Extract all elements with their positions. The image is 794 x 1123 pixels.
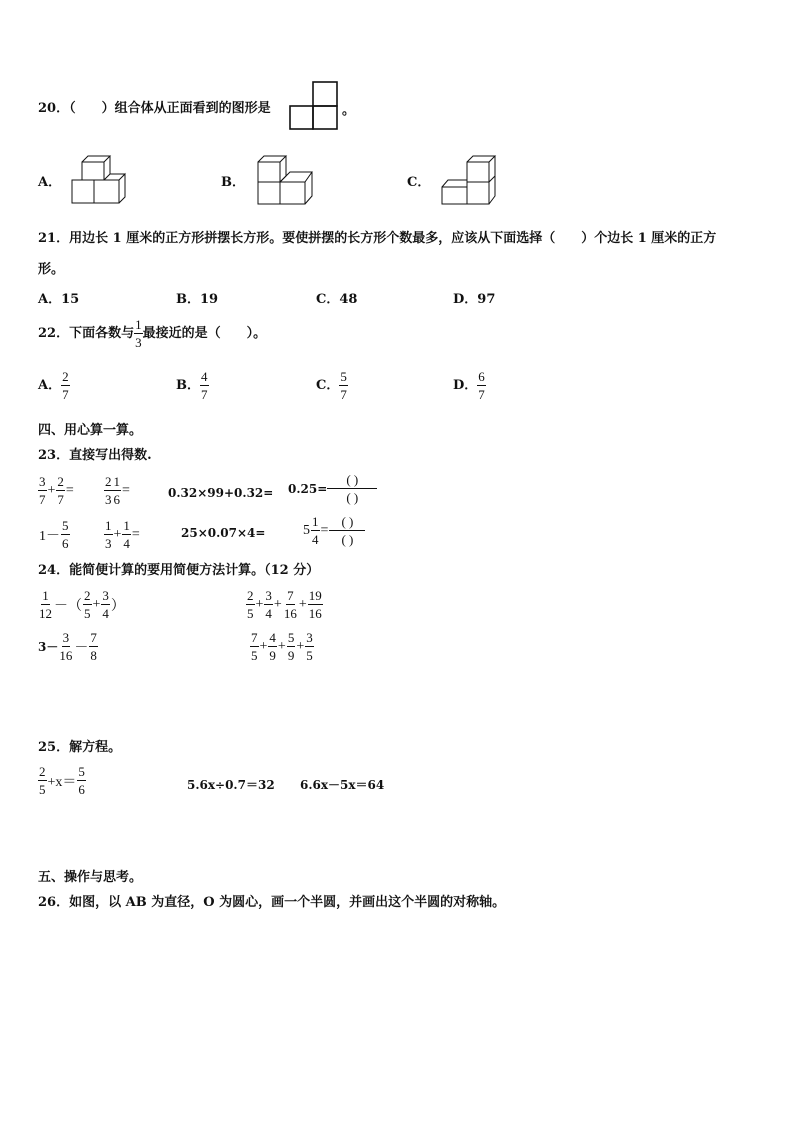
q21-option-b: B．19 [176,292,219,307]
q22-option-c: C． $\frac{5}{7}$ [316,369,347,402]
q22-suffix: 最接近的是（ ）。 [142,325,267,341]
q26-text: 26．如图，以 AB 为直径，O 为圆心，画一个半圆，并画出这个半圆的对称轴。 [38,895,506,910]
q25-equation-1: $\frac{2}{5}$ +x＝ $\frac{5}{6}$ [39,764,85,797]
q20-end: 。 [342,103,356,118]
cube-figure-a [71,152,131,210]
q21-option-d: D．97 [453,292,496,307]
q23-expr-4: 0.25= $\frac{( )}{( )}$ [288,472,377,505]
q21-line2: 形。 [38,262,65,277]
q22-prefix: 22．下面各数与 [38,325,135,341]
q21-option-c: C．48 [316,292,358,307]
q20-option-b-label: B． [221,175,245,190]
q21-option-a: A．15 [38,292,80,307]
front-view-figure [289,81,339,131]
q23-title: 23．直接写出得数. [38,448,152,463]
q23-expr-6: $\frac{1}{3}$ + $\frac{1}{4}$ = [105,518,140,551]
q24-problem-4: $\frac{7}{5}$ + $\frac{4}{9}$ + $\frac{5}{9}$ + $\frac{3}{5}$ [251,630,313,663]
q23-expr-5: 1－ $\frac{5}{6}$ [39,518,69,551]
q24-problem-3: 3－ $\frac{3}{16}$ － $\frac{7}{8}$ [38,630,97,663]
q21-line1: 21．用边长 1 厘米的正方形拼摆长方形。要使拼摆的长方形个数最多，应该从下面选择（ ）个边长 1 厘米的正方 [38,231,717,246]
q23-expr-2: $\frac{2}{3}$ $\frac{1}{6}$ = [105,474,130,507]
q24-title: 24．能简便计算的要用简便方法计算。（12 分） [38,563,320,578]
q23-expr-7: 25×0.07×4= [181,526,266,540]
q25-equation-2: 5.6x÷0.7＝32 [187,778,275,792]
section-5-heading: 五、操作与思考。 [38,870,143,885]
q23-expr-3: 0.32×99+0.32= [168,486,274,500]
q24-problem-1: $\frac{1}{12}$ －（ $\frac{2}{5}$ + $\frac{3}{4}$ ） [39,588,125,621]
q23-expr-8: 5 $\frac{1}{4}$ = $\frac{( )}{( )}$ [302,514,365,547]
q22-option-d: D． $\frac{6}{7}$ [453,369,485,402]
q20-option-a-label: A． [38,175,62,190]
q22-fraction: $\frac{1}{3}$ [135,317,142,350]
q25-equation-3: 6.6x－5x＝64 [300,778,385,792]
section-4-heading: 四、用心算一算。 [38,423,143,438]
q20-option-c-label: C． [407,175,431,190]
q22-option-b: B． $\frac{4}{7}$ [176,369,208,402]
q25-title: 25．解方程。 [38,740,122,755]
cube-figure-b [255,152,321,208]
q22-stem [38,317,266,350]
q22-option-a: A． $\frac{2}{7}$ [38,369,69,402]
q24-problem-2: $\frac{2}{5}$ + $\frac{3}{4}$ + $\frac{7}{16}$ + $\frac{19}{16}$ [247,588,322,621]
q20-text: 20．（ ）组合体从正面看到的图形是 [38,101,271,116]
q23-expr-1: $\frac{3}{7}$ + $\frac{2}{7}$ = [39,474,74,507]
cube-figure-c [437,152,501,210]
